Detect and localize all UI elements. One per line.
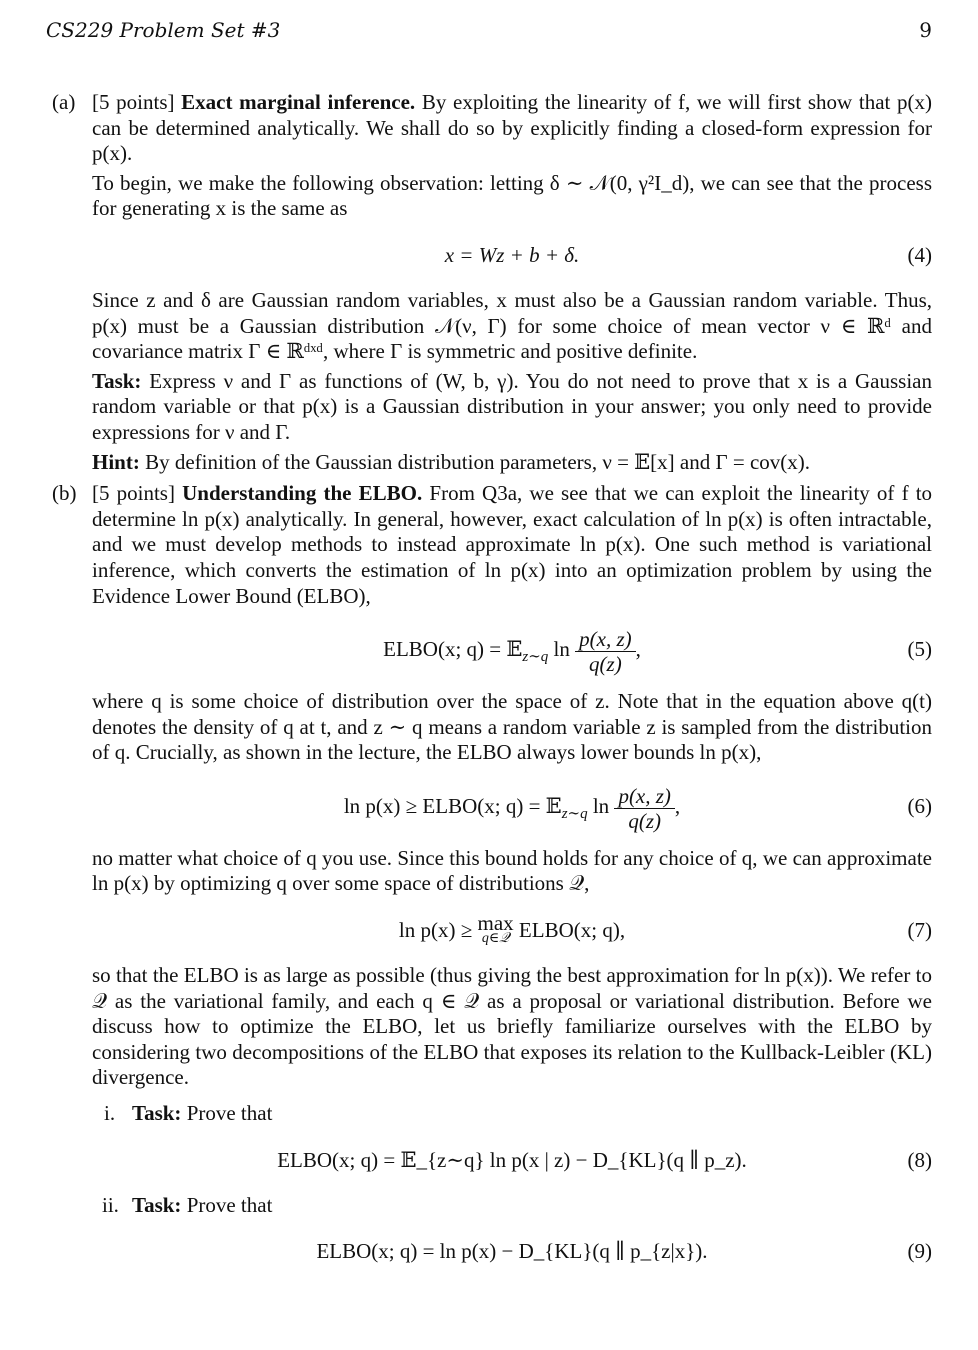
part-b-heading: Understanding the ELBO. [182, 481, 423, 506]
equation-5-subscript: z∼q [522, 649, 549, 666]
fraction-denominator: q(z) [589, 651, 622, 676]
max-subscript: q∈𝒬 [481, 931, 510, 947]
fraction-numerator: p(x, z) [575, 627, 635, 652]
subpart-i [92, 1101, 932, 1127]
subpart-ii-text: Prove that [186, 1192, 273, 1217]
equation-6-lhs: ln p(x) ≥ ELBO(x; q) = 𝔼 [343, 793, 562, 818]
problem-content [52, 90, 932, 1284]
equation-6-ln: ln [592, 793, 610, 818]
equation-9 [92, 1234, 932, 1268]
part-b-para4: so that the ELBO is as large as possible (thus giving the best approximation for ln p(x)). We refer to 𝒬 as the variational family, and each q ∈ 𝒬 as a proposal or variational distribution. Before we discuss how to optimize the ELBO, let us briefly familiarize ourselves with the ELBO by considering two decompositions of the ELBO that exposes its relation to the Kullback-Leibler (KL) divergence. [92, 963, 932, 1090]
equation-4-body: x = Wz + b + δ. [444, 242, 580, 267]
equation-5-ln: ln [553, 637, 570, 662]
equation-5-number: (5) [907, 637, 932, 662]
equation-4 [92, 238, 932, 272]
part-a-task [92, 369, 932, 446]
part-a-task-label: Task: [92, 368, 142, 393]
subpart-ii-task-label: Task: [132, 1192, 182, 1217]
equation-7-max [478, 913, 514, 945]
page-header [46, 18, 932, 46]
part-b-para3: no matter what choice of q you use. Since this bound holds for any choice of q, we can approximate ln p(x) by optimizing q over some space of distributions 𝒬, [92, 845, 932, 896]
part-a-task-text: Express ν and Γ as functions of (W, b, γ). You do not need to prove that x is a Gaussian random variable or that p(x) is a Gaussian distribution in your answer; you only need to provide expressions for ν and Γ. [92, 368, 932, 444]
equation-6-fraction [614, 784, 674, 833]
part-a-points: [5 points] [92, 90, 175, 114]
equation-6: ln p(x) ≥ ELBO(x; q) = 𝔼$_{z\sim q}$ ln $\frac{p(x, z)}{q(z)}$ , (6) [92, 778, 932, 834]
equation-5: ELBO(x; q) = 𝔼$_{z\sim q}$ ln $\frac{p(x, z)}{q(z)}$ , (5) [92, 621, 932, 677]
part-a-label: (a) [52, 90, 76, 114]
subpart-i-text: Prove that [186, 1101, 273, 1126]
document-title: CS229 Problem Set #3 [46, 18, 281, 42]
equation-7 [92, 913, 932, 947]
part-b [52, 481, 932, 1268]
max-operator: max [477, 911, 514, 936]
equation-8-body: ELBO(x; q) = 𝔼_{z∼q} ln p(x | z) − D_{KL}(q ∥ p_z). [277, 1147, 747, 1172]
equation-7-number: (7) [907, 918, 932, 943]
equation-5-fraction [575, 627, 635, 676]
part-a-hint-label: Hint: [92, 449, 140, 474]
fraction-numerator: p(x, z) [614, 784, 674, 809]
part-b-para2: where q is some choice of distribution over the space of z. Note that in the equation above q(t) denotes the density of q at t, and z ∼ q means a random variable z is sampled from the distribution of q. Crucially, as shown in the lecture, the ELBO always lower bounds ln p(x), [92, 689, 932, 765]
equation-9-number: (9) [907, 1239, 932, 1264]
part-a-hint [92, 450, 932, 476]
equation-8 [92, 1143, 932, 1177]
part-a-para3: Since z and δ are Gaussian random variables, x must also be a Gaussian random variable. Thus, p(x) must be a Gaussian distribution 𝒩(ν, Γ) for some choice of mean vector ν ∈ ℝᵈ and covariance matrix Γ ∈ ℝᵈˣᵈ, where Γ is symmetric and positive definite. [92, 287, 932, 364]
subpart-ii-label: ii. [102, 1192, 119, 1217]
equation-9-body: ELBO(x; q) = ln p(x) − D_{KL}(q ∥ p_{z|x}). [316, 1239, 708, 1264]
page-number: 9 [919, 18, 932, 42]
equation-7-lhs: ln p(x) ≥ [398, 918, 473, 943]
part-b-points: [5 points] [92, 481, 175, 506]
part-a-intro [92, 90, 932, 167]
part-a-heading: Exact marginal inference. [181, 90, 416, 114]
part-a-para2: To begin, we make the following observation: letting δ ∼ 𝒩(0, γ²I_d), we can see that the process for generating x is the same as [92, 170, 932, 221]
equation-6-number: (6) [907, 793, 932, 818]
part-b-label: (b) [52, 481, 77, 506]
part-a-hint-text: By definition of the Gaussian distribution parameters, ν = 𝔼[x] and Γ = cov(x). [145, 449, 811, 474]
subpart-ii [92, 1193, 932, 1219]
equation-7-rhs: ELBO(x; q), [518, 918, 626, 943]
equation-5-lhs: ELBO(x; q) = 𝔼 [383, 637, 523, 662]
subpart-i-task-label: Task: [132, 1101, 182, 1126]
part-b-intro [92, 481, 932, 609]
equation-8-number: (8) [907, 1147, 932, 1172]
fraction-denominator: q(z) [628, 808, 662, 833]
part-a-intro-text: By exploiting the linearity of f, we will first show that p(x) can be determined analytically. We shall do so by explicitly finding a closed-form expression for p(x). [92, 90, 933, 166]
part-a [52, 90, 932, 475]
equation-6-subscript: z∼q [561, 805, 588, 822]
part-b-intro-text: From Q3a, we see that we can exploit the linearity of f to determine ln p(x) analytically. In general, however, exact calculation of ln p(x) is often intractable, and we must develop methods to instead approximate ln p(x). One such method is variational inference, which converts the estimation of ln p(x) into an optimization problem by using the Evidence Lower Bound (ELBO), [92, 481, 933, 608]
subpart-i-label: i. [104, 1101, 116, 1126]
equation-4-number: (4) [907, 242, 932, 267]
